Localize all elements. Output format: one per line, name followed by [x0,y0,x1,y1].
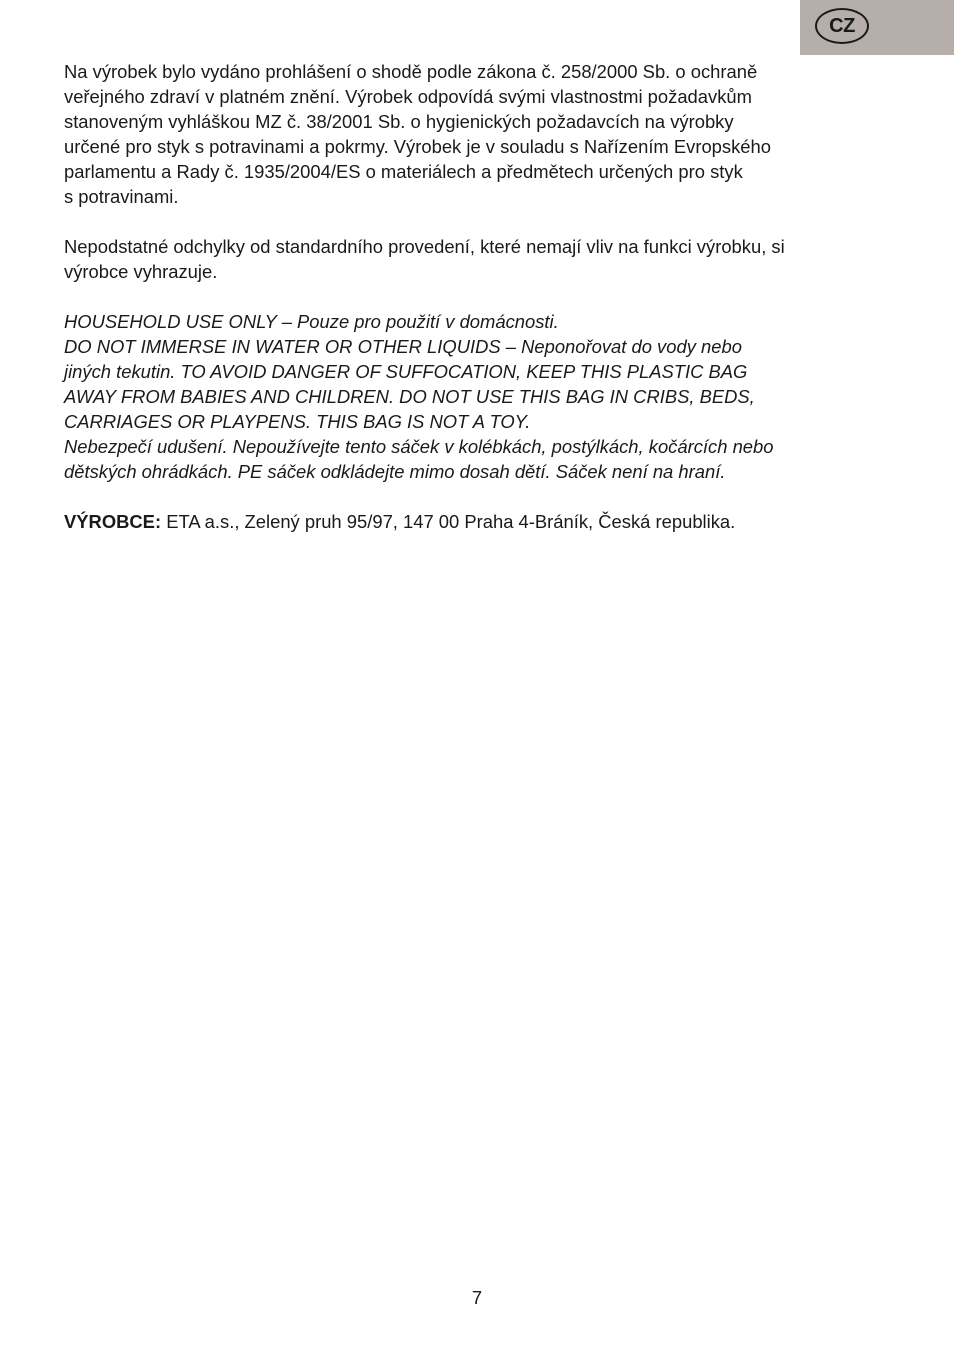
declaration-line: určené pro styk s potravinami a pokrmy. Výrobek je v souladu s Nařízením Evropského [64,136,771,157]
page-number: 7 [471,1287,483,1308]
declaration-line: veřejného zdraví v platném znění. Výrobek odpovídá svými vlastnostmi požadavkům [64,86,752,107]
language-badge: CZ [815,8,869,44]
warning-line: CARRIAGES OR PLAYPENS. THIS BAG IS NOT A TOY. [64,411,531,432]
manufacturer-line [64,509,884,534]
declaration-line: s potravinami. [64,186,179,207]
warning-line: DO NOT IMMERSE IN WATER OR OTHER LIQUIDS – Neponořovat do vody nebo [64,336,742,357]
declaration-line: stanoveným vyhláškou MZ č. 38/2001 Sb. o hygienických požadavcích na výrobky [64,111,734,132]
manufacturer-label: VÝROBCE: [64,511,162,532]
deviations-line: výrobce vyhrazuje. [64,261,218,282]
declaration-line: Na výrobek bylo vydáno prohlášení o shodě podle zákona č. 258/2000 Sb. o ochraně [64,61,758,82]
page-content [64,59,884,559]
manufacturer-address: ETA a.s., Zelený pruh 95/97, 147 00 Praha 4-Bráník, Česká republika. [161,511,736,532]
language-tab [800,0,954,55]
deviations-paragraph [64,234,884,284]
warnings-paragraph [64,309,884,484]
manufacturer-paragraph [64,509,884,534]
declaration-line: parlamentu a Rady č. 1935/2004/ES o materiálech a předmětech určených pro styk [64,161,743,182]
warning-line: dětských ohrádkách. PE sáček odkládejte mimo dosah dětí. Sáček není na hraní. [64,461,726,482]
warning-line: Nebezpečí udušení. Nepoužívejte tento sáček v kolébkách, postýlkách, kočárcích nebo [64,436,774,457]
warning-line: jiných tekutin. TO AVOID DANGER OF SUFFOCATION, KEEP THIS PLASTIC BAG [64,361,748,382]
warning-line: HOUSEHOLD USE ONLY – Pouze pro použití v domácnosti. [64,311,559,332]
declaration-paragraph [64,59,884,209]
warning-line: AWAY FROM BABIES AND CHILDREN. DO NOT USE THIS BAG IN CRIBS, BEDS, [64,386,755,407]
deviations-line: Nepodstatné odchylky od standardního provedení, které nemají vliv na funkci výrobku, si [64,236,785,257]
